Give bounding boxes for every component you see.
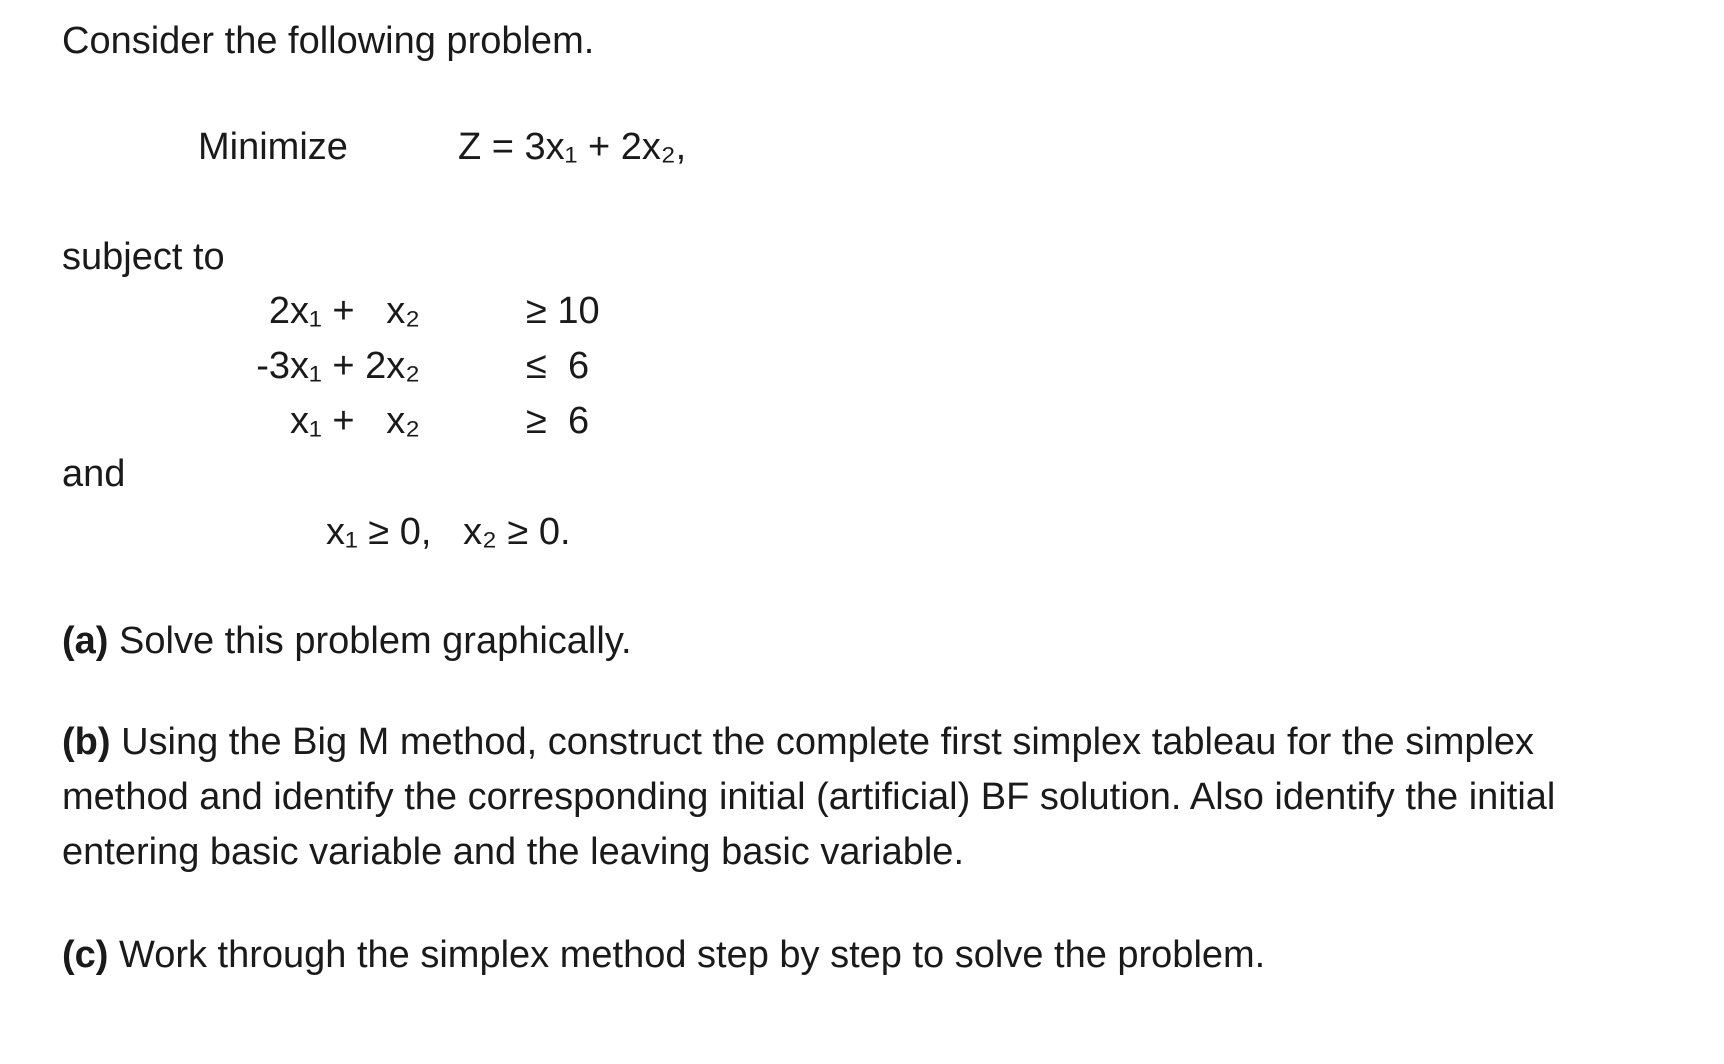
objective-expression: Z = 3x₁ + 2x₂, — [458, 126, 687, 168]
part-b — [62, 715, 1662, 880]
problem-intro: Consider the following problem. — [62, 20, 595, 62]
objective-label: Minimize — [198, 126, 348, 168]
part-a — [62, 614, 1662, 669]
part-a-text: Solve this problem graphically. — [119, 620, 632, 662]
part-c — [62, 928, 1662, 983]
part-c-text: Work through the simplex method step by step to solve the problem. — [119, 934, 1266, 976]
constraint-relation: ≥ 10 — [526, 290, 600, 332]
part-b-text: Using the Big M method, construct the complete first simplex tableau for the simplex method and identify the corresponding initial (artificial) BF solution. Also identify the initial entering basic variable and the leaving basic variable. — [62, 721, 1556, 873]
part-b-label: (b) — [62, 721, 111, 763]
part-a-label: (a) — [62, 620, 109, 662]
subject-to-label: subject to — [62, 236, 225, 278]
part-c-label: (c) — [62, 934, 109, 976]
constraint-lhs: x₁ + x₂ — [290, 400, 420, 442]
constraint-relation: ≤ 6 — [526, 345, 590, 387]
constraint-lhs: -3x₁ + 2x₂ — [256, 345, 420, 387]
and-label: and — [62, 453, 126, 495]
constraint-lhs: 2x₁ + x₂ — [268, 290, 420, 332]
nonnegativity-constraints: x₁ ≥ 0, x₂ ≥ 0. — [326, 511, 571, 553]
constraint-relation: ≥ 6 — [526, 400, 590, 442]
